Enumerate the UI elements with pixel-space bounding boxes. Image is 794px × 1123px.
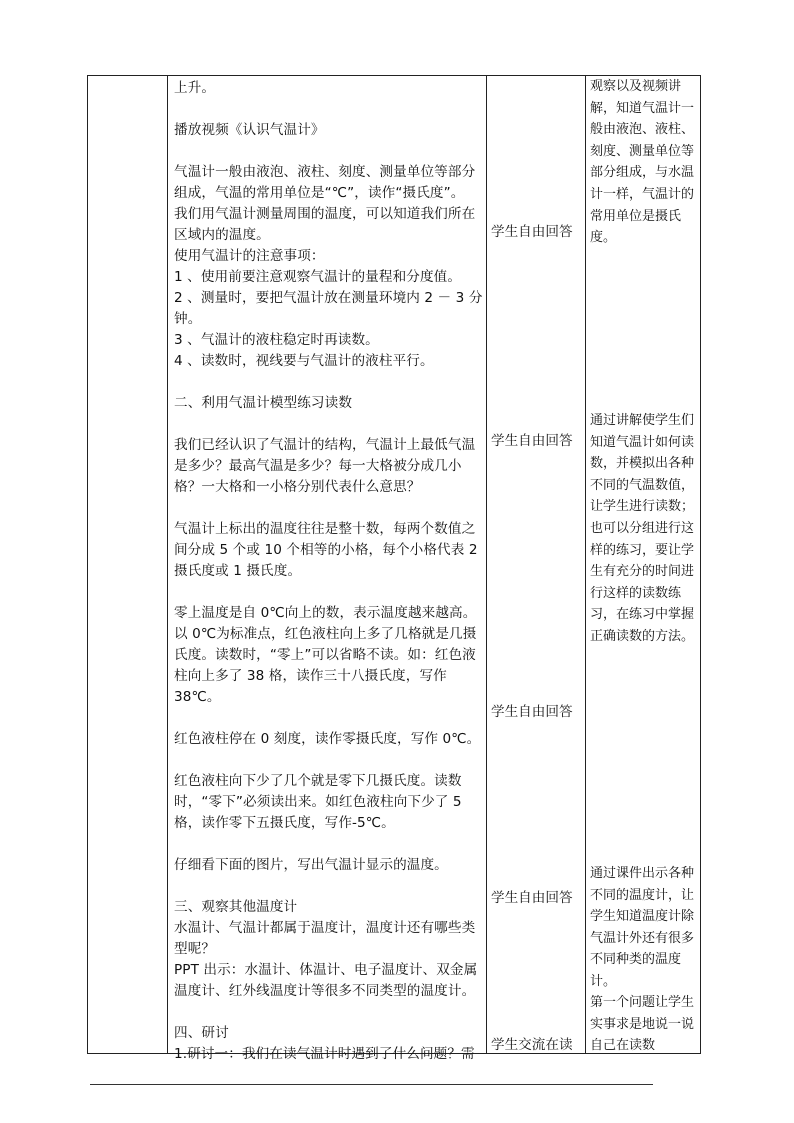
student-answer: 学生自由回答 xyxy=(491,224,573,240)
process-line: 水温计、气温计都属于温度计，温度计还有哪些类型呢？ xyxy=(174,920,476,957)
design-intent-text: 第一个问题让学生实事求是地说一说自己在读数 xyxy=(590,995,695,1054)
process-line: 使用气温计的注意事项： xyxy=(174,248,325,264)
design-intent-text: 通过课件出示各种不同的温度计，让学生知道温度计除气温计外还有很多不同种类的温度计。 xyxy=(590,866,695,989)
process-line: 红色液柱停在 0 刻度，读作零摄氏度，写作 0℃。 xyxy=(174,731,481,747)
process-line: 红色液柱向下少了几个就是零下几摄氏度。读数时，“零下”必须读出来。如红色液柱向下少了 5 格，读作零下五摄氏度，写作-5℃。 xyxy=(174,773,467,831)
section-heading: 二、利用气温计模型练习读数 xyxy=(174,395,353,411)
section-heading: 三、观察其他温度计 xyxy=(174,899,298,915)
student-answer: 学生交流在读 xyxy=(491,1037,573,1053)
table-row xyxy=(88,76,701,1054)
section-heading: 四、研讨 xyxy=(174,1025,229,1041)
student-activity-cell xyxy=(487,76,586,1054)
student-answer: 学生自由回答 xyxy=(491,704,573,720)
design-intent-cell xyxy=(586,76,701,1054)
student-answer: 学生自由回答 xyxy=(491,433,573,449)
process-line: 仔细看下面的图片，写出气温计显示的温度。 xyxy=(174,857,448,873)
process-line: 气温计一般由液泡、液柱、刻度、测量单位等部分组成，气温的常用单位是“℃”，读作“摄氏度”。 xyxy=(174,164,476,201)
teaching-process-text xyxy=(174,78,484,1065)
design-intent-text: 通过讲解使学生们知道气温计如何读数，并模拟出各种不同的气温数值，让学生进行读数；也可以分组进行这样的练习，要让学生有充分的时间进行这样的读数练习，在练习中掌握正确读数的方法。 xyxy=(590,413,695,644)
process-line: 零上温度是自 0℃向上的数，表示温度越来越高。以 0℃为标准点，红色液柱向上多了几格就是几摄氏度。读数时，“零上”可以省略不读。如：红色液柱向上多了 38 格，读作三十八摄氏度，写作 38℃。 xyxy=(174,605,477,705)
blank-left-cell xyxy=(88,76,168,1054)
student-answer: 学生自由回答 xyxy=(491,890,573,906)
footer-rule xyxy=(90,1084,653,1085)
design-intent-text: 观察以及视频讲解，知道气温计一般由液泡、液柱、刻度、测量单位等部分组成，与水温计一样，气温计的常用单位是摄氏度。 xyxy=(590,79,695,246)
process-line: 3 、气温计的液柱稳定时再读数。 xyxy=(174,332,379,348)
process-line: 2 、测量时，要把气温计放在测量环境内 2 － 3 分钟。 xyxy=(174,290,483,327)
process-line: 播放视频《认识气温计》 xyxy=(174,122,325,138)
process-line: 我们用气温计测量周围的温度，可以知道我们所在区域内的温度。 xyxy=(174,206,476,243)
process-line: 我们已经认识了气温计的结构，气温计上最低气温是多少？最高气温是多少？每一大格被分成几小格？一大格和一小格分别代表什么意思？ xyxy=(174,437,476,495)
process-line: 4 、读数时，视线要与气温计的液柱平行。 xyxy=(174,353,434,369)
process-line: PPT 出示：水温计、体温计、电子温度计、双金属温度计、红外线温度计等很多不同类型的温度计。 xyxy=(174,962,478,999)
process-line: 气温计上标出的温度往往是整十数，每两个数值之间分成 5 个或 10 个相等的小格，每个小格代表 2 摄氏度或 1 摄氏度。 xyxy=(174,521,483,579)
process-line: 1 、使用前要注意观察气温计的量程和分度值。 xyxy=(174,269,462,285)
teaching-process-cell xyxy=(168,76,487,1062)
lesson-plan-table xyxy=(87,75,701,1062)
process-line: 上升。 xyxy=(174,80,216,96)
process-line: 1.研讨一：我们在读气温计时遇到了什么问题？需 xyxy=(174,1046,475,1062)
